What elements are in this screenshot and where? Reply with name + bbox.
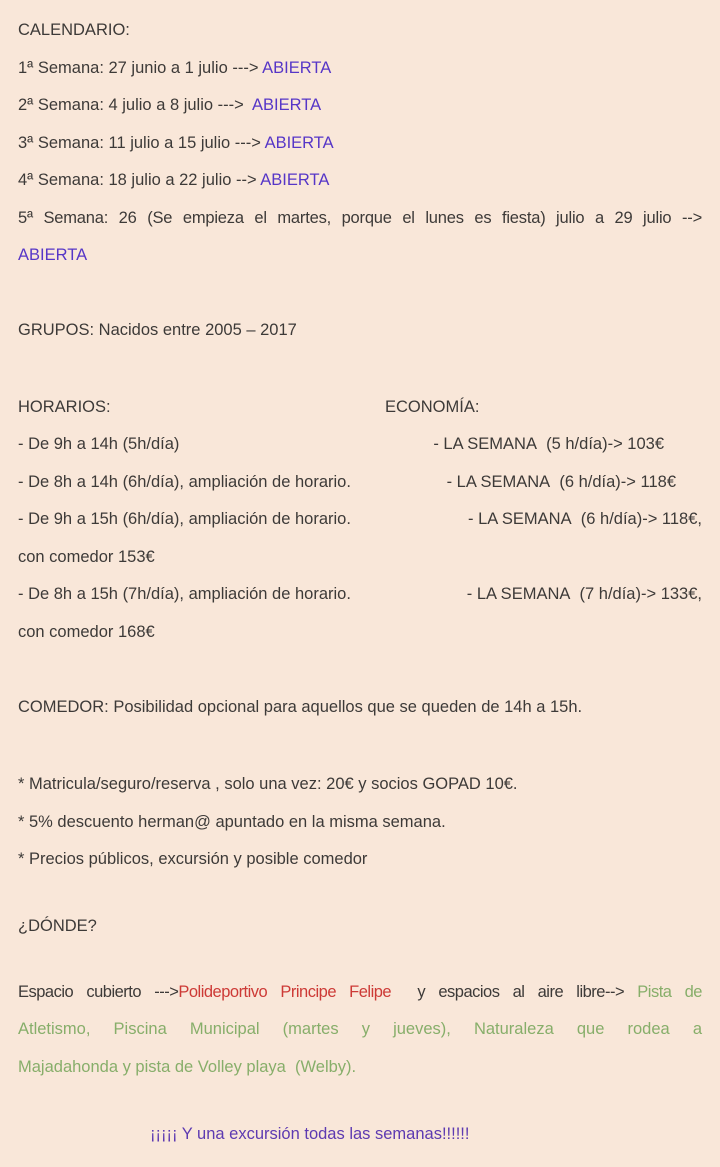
horario-row-3	[18, 501, 702, 539]
horario-2-left: - De 8h a 14h (6h/día), ampliación de horario.	[18, 472, 351, 491]
abierta-link-4[interactable]: ABIERTA	[260, 171, 330, 189]
horario-4-price: - LA SEMANA (7 h/día)-> 133€,	[466, 585, 702, 603]
note-precios: * Precios públicos, excursión y posible comedor	[18, 850, 368, 868]
donde-line-3: Majadahonda y pista de Volley playa (Welby).	[18, 1057, 357, 1076]
polideportivo-text: Polideportivo Principe Felipe	[178, 982, 392, 1001]
horario-2-price: - LA SEMANA (6 h/día)-> 118€	[446, 472, 676, 491]
horario-3-continuation: con comedor 153€	[18, 547, 155, 566]
excursion-footer: ¡¡¡¡¡ Y una excursión todas las semanas!!!!!!	[150, 1125, 470, 1143]
abierta-link-3[interactable]: ABIERTA	[264, 133, 334, 152]
week-1-text: 1ª Semana: 27 junio a 1 julio --->	[18, 58, 263, 77]
horarios-heading: HORARIOS:	[18, 397, 111, 416]
note-descuento: * 5% descuento herman@ apuntado en la misma semana.	[18, 812, 446, 831]
horario-3-left: - De 9h a 15h (6h/día), ampliación de horario.	[18, 510, 351, 528]
week-line-5	[18, 200, 702, 238]
calendario-section	[18, 12, 702, 275]
horario-row-2	[18, 464, 702, 502]
week-4-text: 4ª Semana: 18 julio a 22 julio -->	[18, 171, 261, 189]
horario-4-left: - De 8h a 15h (7h/día), ampliación de horario.	[18, 585, 351, 603]
note-matricula: * Matricula/seguro/reserva , solo una vez: 20€ y socios GOPAD 10€.	[18, 775, 518, 793]
week-2-text: 2ª Semana: 4 julio a 8 julio --->	[18, 96, 253, 114]
donde-line-1	[18, 974, 702, 1012]
abierta-link-5[interactable]: ABIERTA	[18, 246, 88, 264]
columns-header	[18, 389, 702, 427]
week-line-3	[18, 125, 702, 163]
espacios-aire-libre-text: y espacios al aire libre-->	[391, 982, 625, 1001]
week-line-1	[18, 50, 702, 88]
week-line-2	[18, 87, 702, 125]
abierta-link-2[interactable]: ABIERTA	[252, 96, 322, 114]
horario-1-price: - LA SEMANA (5 h/día)-> 103€	[433, 435, 664, 453]
pista-de-text: Pista de	[624, 982, 702, 1001]
donde-heading: ¿DÓNDE?	[18, 917, 97, 935]
calendario-heading: CALENDARIO:	[18, 21, 130, 39]
week-3-text: 3ª Semana: 11 julio a 15 julio --->	[18, 133, 265, 152]
week-5-text: 5ª Semana: 26 (Se empieza el martes, porque el lunes es fiesta) julio a 29 julio -->	[18, 208, 702, 227]
horario-row-4	[18, 576, 702, 614]
horario-4-continuation: con comedor 168€	[18, 622, 155, 641]
grupos-line: GRUPOS: Nacidos entre 2005 – 2017	[18, 321, 297, 339]
horario-3-price: - LA SEMANA (6 h/día)-> 118€,	[467, 510, 702, 528]
abierta-link-1[interactable]: ABIERTA	[262, 58, 332, 77]
week-line-4	[18, 162, 702, 200]
espacio-cubierto-text: Espacio cubierto --->	[18, 982, 179, 1001]
comedor-line: COMEDOR: Posibilidad opcional para aquellos que se queden de 14h a 15h.	[18, 698, 583, 716]
week-line-5-wrap	[18, 237, 702, 275]
horario-row-1	[18, 426, 702, 464]
horario-1-left: - De 9h a 14h (5h/día)	[18, 435, 180, 453]
economia-heading: ECONOMÍA:	[385, 397, 480, 416]
donde-paragraph	[18, 974, 702, 1087]
flyer-document	[18, 12, 702, 1154]
notes-section	[18, 766, 702, 879]
donde-line-2: Atletismo, Piscina Municipal (martes y jueves), Naturaleza que rodea a	[18, 1020, 702, 1038]
